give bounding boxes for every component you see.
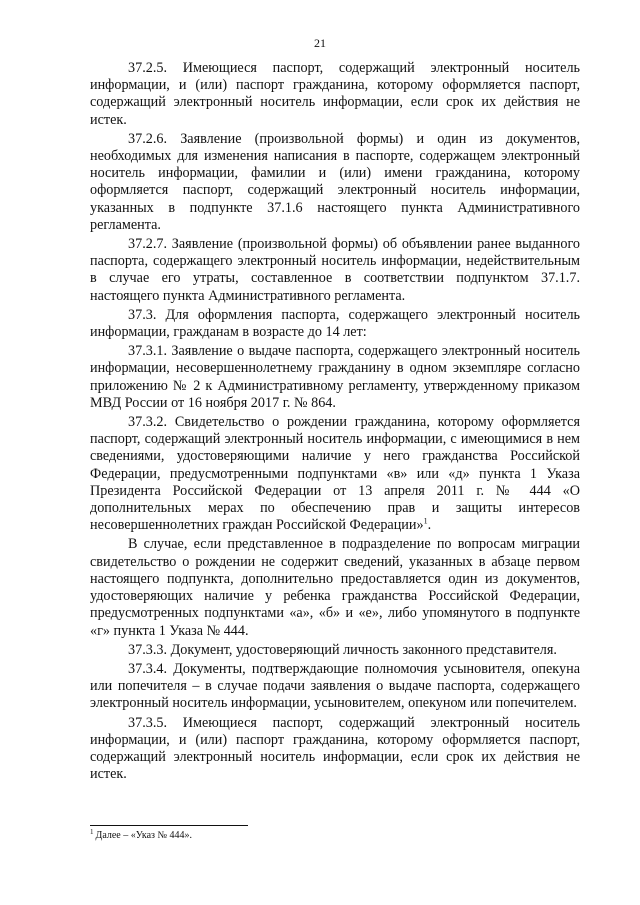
page-number: 21 [314,36,326,50]
paragraph-37-3-3: 37.3.3. Документ, удостоверяющий личность законного представителя. [128,641,557,658]
paragraph-37-3-1: 37.3.1. Заявление о выдаче паспорта, содержащего электронный носитель информации, несовершеннолетнему гражданину в одном экземпляре согласно приложению № 2 к Административному регламенту, утвержденному приказом МВД России от 16 ноября 2017 г. № 864. [90,343,580,411]
footnote-divider [90,825,248,826]
paragraph-citizenship-note: В случае, если представленное в подразделение по вопросам миграции свидетельство о рождении не содержит сведений, указанных в абзаце первом настоящего подпункта, дополнительно предоставляется один из документов, удостоверяющих наличие у ребенка гражданства Российской Федерации, предусмотренных подпунктами «а», «б» и «е», либо упомянутого в подпункте «г» пункта 1 Указа № 444. [90,536,580,639]
paragraph-37-3-2-end: . [427,517,432,534]
footnote-number: 1 [90,827,94,836]
paragraph-37-3-5: 37.3.5. Имеющиеся паспорт, содержащий электронный носитель информации, и (или) паспорт гражданина, которому оформляется паспорт, содержащий электронный носитель информации, если срок их действия не истек. [90,714,580,783]
footnote [90,829,580,842]
paragraph-37-3-2-text: 37.3.2. Свидетельство о рождении гражданина, которому оформляется паспорт, содержащий электронный носитель информации, с имеющимися в нем сведениями, удостоверяющими наличие у него гражданства Российской Федерации, предусмотренными подпунктами «в» или «д» пункта 1 Указа Президента Российской Федерации от 13 апреля 2011 г. № 444 «О дополнительных мерах по обеспечению прав и защиты интересов несовершеннолетних граждан Российской Федерации» [90,414,580,534]
footnote-text: Далее – «Указ № 444». [95,830,193,841]
paragraph-37-3-4: 37.3.4. Документы, подтверждающие полномочия усыновителя, опекуна или попечителя – в случае подачи заявления о выдаче паспорта, содержащего электронный носитель информации, усыновителем, опекуном или попечителем. [90,660,580,712]
document-body [90,60,580,785]
paragraph-37-3: 37.3. Для оформления паспорта, содержащего электронный носитель информации, гражданам в возрасте до 14 лет: [90,306,580,341]
footnote-reference: 1 [423,516,428,526]
paragraph-37-2-6: 37.2.6. Заявление (произвольной формы) и один из документов, необходимых для изменения написания в паспорте, содержащем электронный носитель информации, фамилии и (или) имени гражданина, которому оформляется паспорт, содержащий электронный носитель информации, указанных в подпункте 37.1.6 настоящего пункта Административного регламента. [90,130,580,233]
paragraph-37-3-2 [90,414,580,534]
paragraph-37-2-7: 37.2.7. Заявление (произвольной формы) об объявлении ранее выданного паспорта, содержащего электронный носитель информации, недействительным в случае его утраты, составленное в соответствии подпунктом 37.1.7. настоящего пункта Административного регламента. [90,236,580,304]
paragraph-37-2-5: 37.2.5. Имеющиеся паспорт, содержащий электронный носитель информации, и (или) паспорт гражданина, которому оформляется паспорт, содержащий электронный носитель информации, если срок их действия не истек. [90,60,580,128]
